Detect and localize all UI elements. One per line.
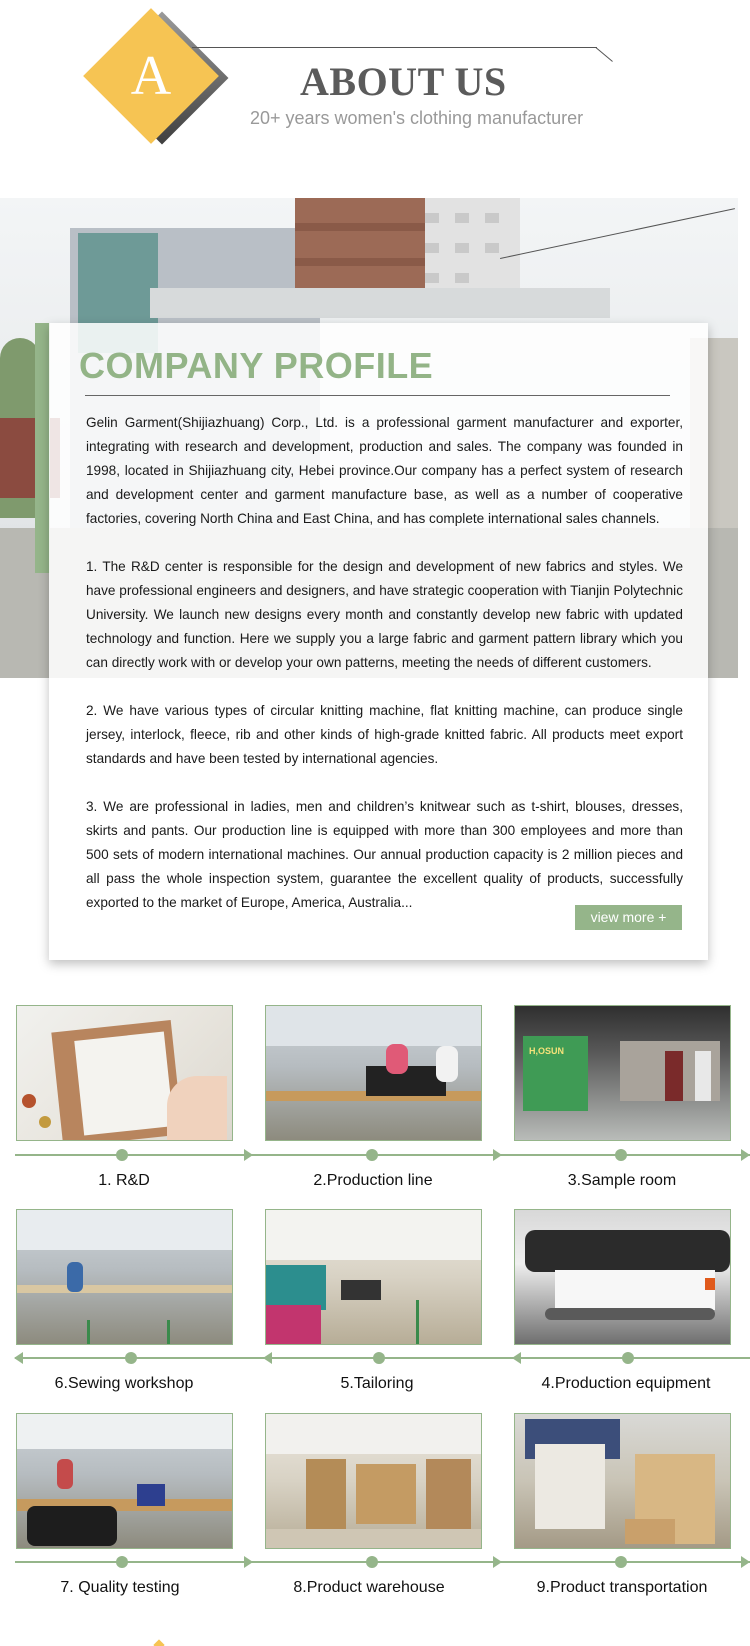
- sample-room-photo: [514, 1005, 731, 1141]
- arrow-right-icon: [741, 1149, 750, 1161]
- arrow-left-icon: [263, 1352, 272, 1364]
- header-divider: [192, 47, 597, 48]
- process-dot: [615, 1556, 627, 1568]
- sample-room-sign: H,OSUN: [529, 1046, 565, 1056]
- arrow-right-icon: [244, 1149, 253, 1161]
- profile-rd-paragraph: 1. The R&D center is responsible for the design and development of new fabrics and styles. We have professional engineers and designers, and have strategic cooperation with Tianjin Polytechnic University. We launch new designs every month and constantly develop new fabric with updated technology and function. Here we supply you a large fabric and garment pattern library which you can directly work with or develop your own patterns, meeting the needs of different customers.: [86, 559, 683, 670]
- step-label-production-line: 2.Production line: [313, 1172, 433, 1189]
- about-us-header: [0, 0, 750, 190]
- step-label-production-equipment: 4.Production equipment: [541, 1375, 711, 1392]
- process-dot: [622, 1352, 634, 1364]
- arrow-right-icon: [493, 1149, 502, 1161]
- page-title: ABOUT US: [300, 59, 507, 104]
- step-label-rd: 1. R&D: [98, 1172, 150, 1189]
- production-equipment-photo: [514, 1209, 731, 1345]
- arrow-right-icon: [493, 1556, 502, 1568]
- profile-divider: [85, 395, 670, 396]
- step-label-sewing-workshop: 6.Sewing workshop: [54, 1375, 194, 1392]
- profile-accent-bar: [35, 323, 50, 573]
- profile-knitting-paragraph: 2. We have various types of circular knitting machine, flat knitting machine, can produce single jersey, interlock, fleece, rib and other kinds of high-grade knitted fabric. All products meet export standards and have been tested by international agencies.: [86, 703, 683, 766]
- process-dot: [125, 1352, 137, 1364]
- arrow-left-icon: [512, 1352, 521, 1364]
- view-more-button[interactable]: view more +: [575, 905, 682, 930]
- arrow-left-icon: [14, 1352, 23, 1364]
- arrow-right-icon: [741, 1556, 750, 1568]
- process-dot: [366, 1556, 378, 1568]
- rd-photo: [16, 1005, 233, 1141]
- badge-letter: A: [130, 45, 172, 107]
- profile-intro-paragraph: Gelin Garment(Shijiazhuang) Corp., Ltd. is a professional garment manufacturer and exporter, integrating with research and development, production and sales. The company was founded in 1998, located in Shijiazhuang city, Hebei province.Our company has a perfect system of research and development center and garment manufacture base, as well as a number of cooperative factories, covering North China and East China, and has complete international sales channels.: [86, 415, 683, 526]
- process-dot: [116, 1149, 128, 1161]
- step-label-sample-room: 3.Sample room: [567, 1172, 677, 1189]
- profile-production-paragraph: 3. We are professional in ladies, men and children’s knitwear such as t-shirt, blouses, dresses, skirts and pants. Our production line is equipped with more than 300 employees and more than 500 sets of modern international machines. Our annual production capacity is 2 million pieces and all pass the whole inspection system, guarantee the excellent quality of products, successfully exported to the market of Europe, America, Australia...: [86, 799, 683, 910]
- company-profile-card: [49, 323, 708, 960]
- next-section-badge: [153, 1639, 164, 1646]
- profile-title: COMPANY PROFILE: [79, 345, 434, 386]
- process-dot: [373, 1352, 385, 1364]
- product-warehouse-photo: [265, 1413, 482, 1549]
- quality-testing-photo: [16, 1413, 233, 1549]
- step-label-tailoring: 5.Tailoring: [340, 1375, 414, 1392]
- production-line-photo: [265, 1005, 482, 1141]
- step-label-product-warehouse: 8.Product warehouse: [293, 1579, 445, 1596]
- page-subtitle: 20+ years women's clothing manufacturer: [250, 108, 584, 128]
- product-transportation-photo: [514, 1413, 731, 1549]
- step-label-quality-testing: 7. Quality testing: [60, 1579, 180, 1596]
- sewing-workshop-photo: [16, 1209, 233, 1345]
- process-dot: [615, 1149, 627, 1161]
- step-label-product-transportation: 9.Product transportation: [536, 1579, 708, 1596]
- process-dot: [116, 1556, 128, 1568]
- arrow-right-icon: [244, 1556, 253, 1568]
- tailoring-photo: [265, 1209, 482, 1345]
- process-dot: [366, 1149, 378, 1161]
